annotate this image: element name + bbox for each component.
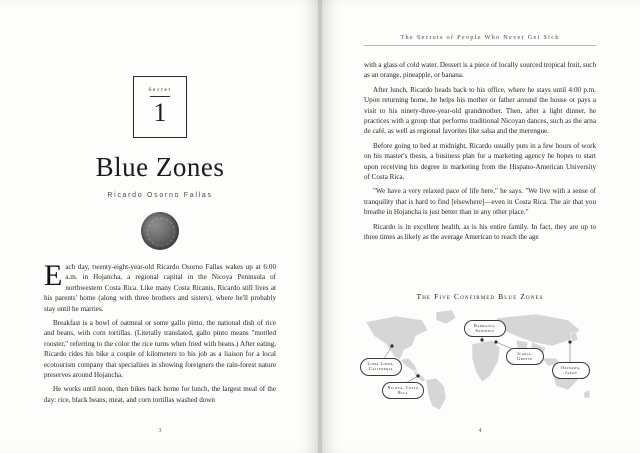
map-label-okinawa: Okinawa, Japan [552,362,590,379]
paragraph [364,222,596,243]
secret-number-box [133,76,187,138]
paragraph [44,384,276,405]
book-gutter [318,0,322,453]
chapter-title: Blue Zones [95,152,225,182]
page-number-left: 3 [158,428,162,434]
paragraph [364,141,596,183]
map-label-nicoya: Nicoya, Costa Rica [382,382,424,399]
world-map-figure [356,306,604,416]
paragraph-text: with a glass of cold water. Dessert is a piece of locally sourced tropical fruit, such as an orange, pineapple, or banana. [364,61,596,80]
right-page-body [364,60,596,247]
map-title: The Five Confirmed Blue Zones [416,292,544,301]
paragraph-text: Breakfast is a bowl of oatmeal or some gallo pinto, the national dish of rice and beans, with corn tortillas. (Literally translated, gallo pinto means "mottled rooster," referring to the color the rice turns when fried with beans.) After eating, Ricardo rides his bike a couple of kilometers to his job as a liaison for a local ecotourism company that specializes in showing foreigners the rain-forest nature preserves around Hojancha. [44,319,276,380]
map-label-loma-linda: Loma Linda, California [360,358,402,376]
ornamental-seal-icon [141,212,179,250]
paragraph-text: ach day, twenty-eight-year-old Ricardo Osorno Fallas wakes up at 6:00 a.m. in Hojancha, a regional capital in the Nicoya Peninsula of northwestern Costa Rica. Like many Costa Ricanis, Ricardo still lives at his parents' home (along with three brothers and sisters), where he'll probably stay until he marries. [44,263,276,313]
paragraph [364,85,596,137]
drop-cap: E [44,259,63,292]
secret-number: 1 [153,98,167,127]
page-number-right: 4 [478,428,482,434]
map-label-icaria: Icaria, Greece [506,348,544,365]
paragraph [364,186,596,217]
paragraph [44,318,276,380]
paragraph-text: He works until noon, then bikes back home for lunch, the largest meal of the day: rice, black beans, meat, and corn tortillas washed down [44,385,276,404]
right-page [320,0,640,453]
map-label-barbagia: Barbagia, Sardinia [464,320,506,337]
running-head: The Secrets of People Who Never Get Sick [400,34,560,41]
left-page-body [44,259,276,409]
running-head-rule [364,45,596,46]
paragraph-text: After lunch, Ricardo heads back to his office, where he stays until 4:00 p.m. Upon returning home, he helps his mother or father around the house or pays a visit to his ninety-three-year-old grandmother. Then, after a light dinner, he practices with a group that performs traditional Nicoyan dances, such as the arna de café, as well as regional favorites like salsa and the merengue. [364,85,596,136]
paragraph-text: Before going to bed at midnight, Ricardo usually puts in a few hours of work on his master's thesis, a business plan for a marketing agency he hopes to start upon receiving his degree in marketing from the Hispano-American University of Costa Rica. [364,141,596,182]
paragraph-text: Ricardo is in excellent health, as is his entire family. In fact, they are up to three times as likely as the average American to reach the age [364,222,596,242]
chapter-author: Ricardo Osorno Fallas [107,192,213,199]
paragraph-text: "We have a very relaxed pace of life here," he says. "We live with a sense of tranquility that is hard to find [elsewhere]—even in Costa Rica. The air that you breathe in Hojancha is just better than in any other place." [364,187,596,217]
paragraph [364,60,596,81]
paragraph [44,259,276,314]
secret-divider [150,96,170,97]
secret-label: Secret [148,87,172,93]
